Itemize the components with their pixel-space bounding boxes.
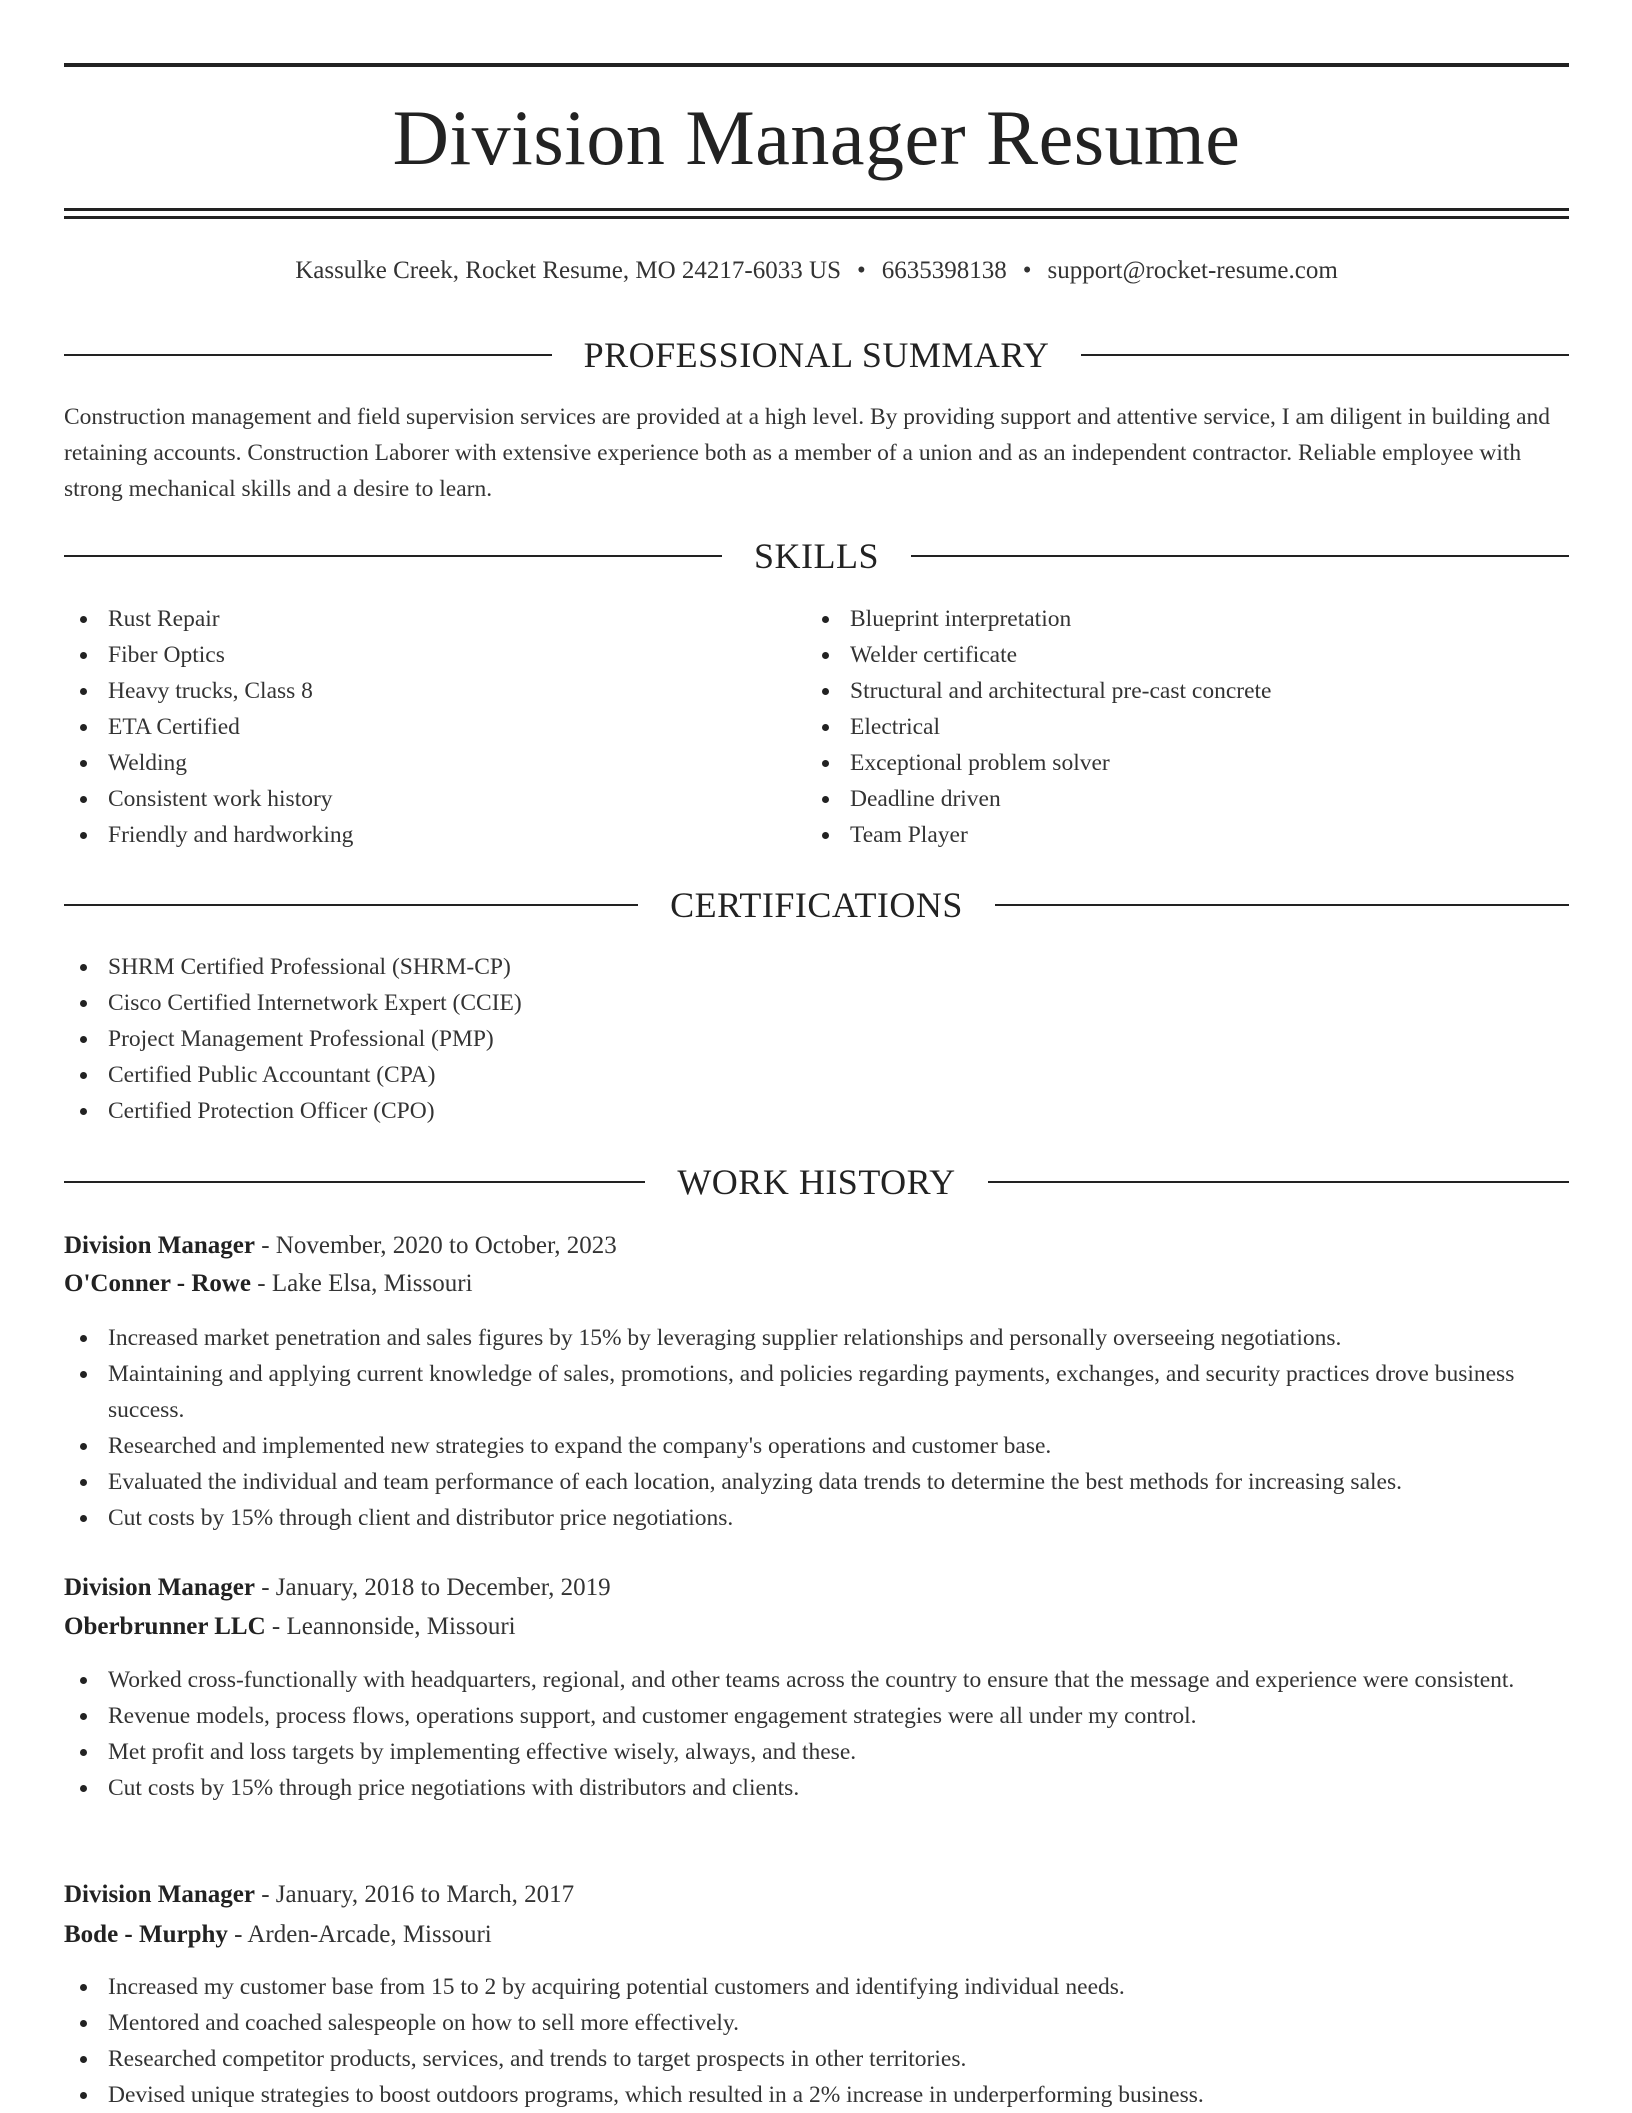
skills-heading-label: SKILLS — [754, 536, 880, 576]
job-location: - Leannonside, Missouri — [265, 1613, 516, 1640]
skill-item: Welder certificate — [806, 637, 1569, 673]
certification-item: Project Management Professional (PMP) — [64, 1021, 1569, 1057]
contact-phone: 6635398138 — [881, 257, 1007, 284]
job-bullet: Devised unique strategies to boost outdoors programs, which resulted in a 2% increase in underperforming business. — [64, 2077, 1569, 2113]
job-dates: - January, 2016 to March, 2017 — [254, 1881, 575, 1908]
certification-item: Cisco Certified Internetwork Expert (CCIE) — [64, 985, 1569, 1021]
skill-item: Deadline driven — [806, 781, 1569, 817]
contact-separator: • — [1022, 257, 1032, 284]
job-bullets — [64, 1662, 1569, 1806]
skill-item: Welding — [64, 745, 804, 781]
skill-item: Electrical — [806, 709, 1569, 745]
skills-heading — [64, 534, 1569, 578]
job-company: O'Conner - Rowe — [64, 1270, 252, 1297]
job-bullet: Increased market penetration and sales figures by 15% by leveraging supplier relationships and personally overseeing negotiations. — [64, 1320, 1569, 1356]
job-bullet: Revenue models, process flows, operations support, and customer engagement strategies were all under my control. — [64, 1698, 1569, 1734]
job-bullet: Mentored and coached salespeople on how to sell more effectively. — [64, 2005, 1569, 2041]
certification-item: Certified Protection Officer (CPO) — [64, 1093, 1569, 1129]
summary-heading-label: PROFESSIONAL SUMMARY — [583, 335, 1050, 375]
job-bullet: Increased my customer base from 15 to 2 by acquiring potential customers and identifying individual needs. — [64, 1969, 1569, 2005]
skill-item: Team Player — [806, 817, 1569, 853]
job-bullet: Worked cross-functionally with headquarters, regional, and other teams across the country to ensure that the message and experience were consistent. — [64, 1662, 1569, 1698]
summary-text: Construction management and field supervision services are provided at a high level. By providing support and attentive service, I am diligent in building and retaining accounts. Construction Laborer with extensive experience both as a member of a union and as an independent contractor. Reliable employee with strong mechanical skills and a desire to learn. — [64, 404, 1551, 502]
skill-item: Consistent work history — [64, 781, 804, 817]
certifications-heading — [64, 883, 1569, 927]
heading-rule-left — [64, 555, 722, 557]
heading-rule-left — [64, 904, 638, 906]
job-dates: - January, 2018 to December, 2019 — [254, 1574, 611, 1601]
work-heading-label: WORK HISTORY — [677, 1162, 956, 1202]
job-title: Division Manager — [64, 1232, 255, 1259]
job-location: - Lake Elsa, Missouri — [251, 1270, 473, 1297]
job-company-line — [64, 1917, 492, 1953]
skill-item: ETA Certified — [64, 709, 804, 745]
title-rule-upper — [64, 208, 1569, 211]
job-bullet: Cut costs by 15% through client and distributor price negotiations. — [64, 1500, 1569, 1536]
job-bullet: Evaluated the individual and team performance of each location, analyzing data trends to determine the best methods for increasing sales. — [64, 1464, 1569, 1500]
skill-item: Structural and architectural pre-cast concrete — [806, 673, 1569, 709]
certification-item: Certified Public Accountant (CPA) — [64, 1057, 1569, 1093]
job-bullet: Researched competitor products, services, and trends to target prospects in other territories. — [64, 2041, 1569, 2077]
skill-item: Blueprint interpretation — [806, 601, 1569, 637]
top-rule — [64, 63, 1569, 67]
job-title-line — [64, 1228, 617, 1264]
heading-rule-left — [64, 354, 552, 356]
certifications-heading-label: CERTIFICATIONS — [670, 885, 963, 925]
contact-line — [64, 254, 1569, 288]
job-title: Division Manager — [64, 1881, 255, 1908]
summary-heading — [64, 333, 1569, 377]
job-company-line — [64, 1609, 516, 1645]
skill-item: Exceptional problem solver — [806, 745, 1569, 781]
skill-item: Rust Repair — [64, 601, 804, 637]
job-bullets — [64, 1969, 1569, 2113]
skill-item: Fiber Optics — [64, 637, 804, 673]
job-bullet: Maintaining and applying current knowledge of sales, promotions, and policies regarding payments, exchanges, and security practices drove business success. — [64, 1356, 1569, 1428]
job-bullets — [64, 1320, 1569, 1536]
job-company: Bode - Murphy — [64, 1921, 228, 1948]
job-bullet: Cut costs by 15% through price negotiations with distributors and clients. — [64, 1770, 1569, 1806]
job-bullet: Met profit and loss targets by implementing effective wisely, always, and these. — [64, 1734, 1569, 1770]
contact-separator: • — [856, 257, 866, 284]
job-location: - Arden-Arcade, Missouri — [227, 1921, 492, 1948]
job-dates: - November, 2020 to October, 2023 — [254, 1232, 617, 1259]
heading-rule-right — [988, 1181, 1569, 1183]
work-heading — [64, 1160, 1569, 1204]
resume-title: Division Manager Resume — [392, 94, 1241, 181]
job-company: Oberbrunner LLC — [64, 1613, 266, 1640]
heading-rule-right — [1081, 354, 1569, 356]
contact-address: Kassulke Creek, Rocket Resume, MO 24217-6033 US — [295, 257, 841, 284]
skills-list-right — [806, 601, 1569, 853]
certifications-list — [64, 949, 1569, 1129]
job-title-line — [64, 1877, 574, 1913]
job-title-line — [64, 1570, 611, 1606]
heading-rule-left — [64, 1181, 645, 1183]
job-company-line — [64, 1266, 473, 1302]
skill-item: Friendly and hardworking — [64, 817, 804, 853]
heading-rule-right — [911, 555, 1569, 557]
job-title: Division Manager — [64, 1574, 255, 1601]
job-bullet: Researched and implemented new strategies to expand the company's operations and customer base. — [64, 1428, 1569, 1464]
heading-rule-right — [995, 904, 1569, 906]
certification-item: SHRM Certified Professional (SHRM-CP) — [64, 949, 1569, 985]
skills-list-left — [64, 601, 804, 853]
title-rule-lower — [64, 216, 1569, 219]
contact-email: support@rocket-resume.com — [1047, 257, 1338, 284]
skill-item: Heavy trucks, Class 8 — [64, 673, 804, 709]
